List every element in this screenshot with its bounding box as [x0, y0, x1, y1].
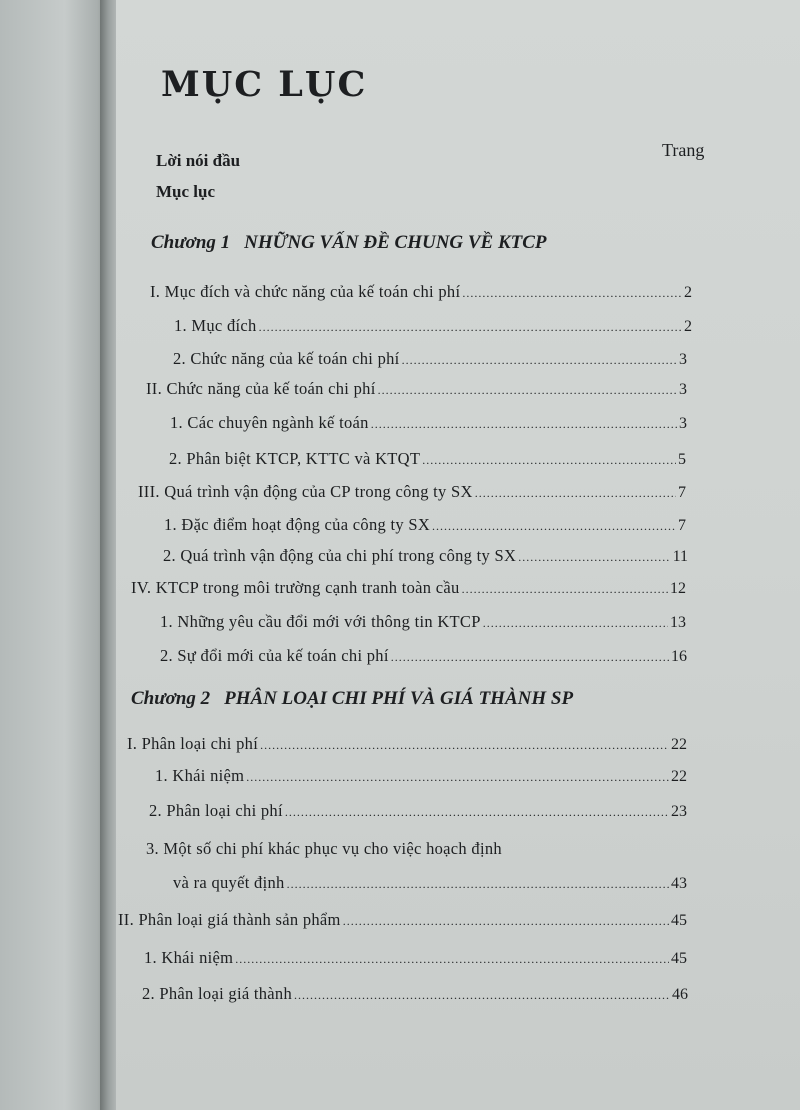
toc-entry-label: IV. KTCP trong môi trường cạnh tranh toàn cầu [131, 578, 460, 597]
toc-entry-page: 22 [671, 768, 687, 785]
toc-entry-page: 7 [678, 517, 686, 534]
toc-entry [160, 612, 686, 632]
toc-entry-label: 2. Sự đổi mới của kế toán chi phí [160, 646, 389, 665]
toc-entry [131, 578, 686, 598]
toc-entry-page: 45 [671, 912, 687, 929]
toc-entry-label: I. Mục đích và chức năng của kế toán chi phí [150, 282, 461, 301]
toc-entry-label: 1. Khái niệm [155, 766, 245, 785]
chapter-title: NHỮNG VẤN ĐỀ CHUNG VỀ KTCP [244, 232, 547, 253]
dot-leader [462, 582, 668, 597]
dot-leader [518, 550, 670, 565]
dot-leader [246, 770, 669, 785]
front-matter-preface: Lời nói đầu [156, 151, 241, 170]
toc-entry-label: 1. Những yêu cầu đổi mới với thông tin KTCP [160, 612, 481, 631]
toc-entry [146, 379, 687, 399]
toc-entry [144, 948, 687, 968]
toc-entry-page: 43 [671, 875, 687, 892]
toc-entry-page: 11 [672, 548, 688, 565]
toc-entry-label: 2. Phân biệt KTCP, KTTC và KTQT [169, 449, 421, 468]
dot-leader [343, 914, 669, 929]
toc-entry [138, 482, 686, 502]
dot-leader [432, 519, 676, 534]
toc-entry-page: 22 [671, 736, 687, 753]
chapter-number: Chương 2 [131, 688, 211, 709]
toc-entry [155, 766, 687, 786]
dot-leader [294, 988, 670, 1003]
toc-entry-label: 2. Phân loại chi phí [149, 801, 283, 820]
toc-entry-label: II. Chức năng của kế toán chi phí [146, 379, 376, 398]
toc-entry-page: 5 [678, 451, 686, 468]
toc-entry-label: I. Phân loại chi phí [127, 734, 259, 753]
toc-entry [169, 449, 686, 469]
toc-entry-page: 3 [679, 415, 687, 432]
toc-entry-label: III. Quá trình vận động của CP trong công ty SX [138, 482, 473, 501]
toc-entry [142, 984, 688, 1004]
toc-entry-page: 23 [671, 803, 687, 820]
toc-entry-label: 1. Khái niệm [144, 948, 234, 967]
dot-leader [483, 616, 668, 631]
toc-entry-page: 46 [672, 986, 688, 1003]
left-page-edge [0, 0, 108, 1110]
toc-entry [173, 349, 687, 369]
toc-entry-page: 16 [671, 648, 687, 665]
toc-entry-page: 2 [684, 284, 692, 301]
dot-leader [287, 877, 669, 892]
toc-entry-page: 13 [670, 614, 686, 631]
page-column-label: Trang [662, 140, 705, 160]
chapter-heading-1 [151, 232, 547, 254]
chapter-heading-2 [131, 688, 573, 710]
toc-entry [118, 910, 687, 930]
dot-leader [235, 952, 669, 967]
dot-leader [285, 805, 669, 820]
dot-leader [259, 320, 682, 335]
toc-entry [149, 801, 687, 821]
toc-entry-continuation [173, 873, 687, 893]
toc-entry-label: 3. Một số chi phí khác phục vụ cho việc hoạch định [146, 839, 502, 858]
dot-leader [391, 650, 669, 665]
dot-leader [371, 417, 677, 432]
toc-entry-page: 12 [670, 580, 686, 597]
toc-entry-label: 1. Đặc điểm hoạt động của công ty SX [164, 515, 431, 534]
dot-leader [402, 353, 677, 368]
toc-entry-label: II. Phân loại giá thành sản phẩm [118, 910, 341, 929]
chapter-number: Chương 1 [151, 232, 231, 253]
dot-leader [462, 286, 682, 301]
toc-entry-label: 2. Chức năng của kế toán chi phí [173, 349, 400, 368]
toc-entry-label: 2. Quá trình vận động của chi phí trong công ty SX [163, 546, 517, 565]
dot-leader [260, 738, 669, 753]
toc-entry-page: 3 [679, 351, 687, 368]
toc-entry [170, 413, 687, 433]
toc-entry [150, 282, 692, 302]
front-matter-contents: Mục lục [156, 182, 216, 201]
toc-entry-label: và ra quyết định [173, 873, 285, 892]
toc-entry-page: 7 [678, 484, 686, 501]
toc-entry-label: 2. Phân loại giá thành [142, 984, 293, 1003]
dot-leader [422, 453, 676, 468]
dot-leader [378, 383, 677, 398]
chapter-title: PHÂN LOẠI CHI PHÍ VÀ GIÁ THÀNH SP [224, 688, 574, 709]
toc-entry-label: 1. Các chuyên ngành kế toán [170, 413, 369, 432]
toc-entry-label: 1. Mục đích [174, 316, 257, 335]
page-title: MỤC LỤC [161, 64, 368, 105]
toc-entry [163, 546, 688, 566]
toc-entry [164, 515, 686, 535]
toc-entry-page: 45 [671, 950, 687, 967]
toc-entry [127, 734, 687, 754]
toc-entry-page: 2 [684, 318, 692, 335]
dot-leader [475, 486, 676, 501]
toc-entry [160, 646, 687, 666]
toc-entry [146, 839, 686, 859]
toc-entry-page: 3 [679, 381, 687, 398]
toc-entry [174, 316, 692, 336]
